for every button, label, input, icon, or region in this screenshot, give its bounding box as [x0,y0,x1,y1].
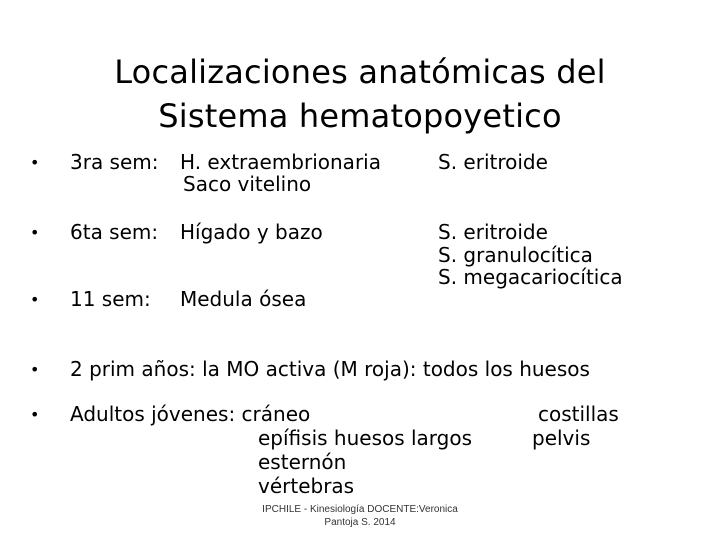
bone-pelvis: pelvis [532,426,591,450]
slide-title-line-1: Localizaciones anatómicas del [114,53,606,91]
series-3ra-sem: S. eritroide [438,150,548,174]
bone-vertebras: vértebras [258,474,355,498]
bone-epifisis: epífisis huesos largos [258,426,473,450]
site-3ra-sem-line-2: Saco vitelino [183,172,312,196]
text-2-prim-anos: 2 prim años: la MO activa (M roja): todos los huesos [70,357,590,381]
bullet-3ra-sem: • [30,153,40,172]
bullet-11-sem: • [30,290,40,309]
label-11-sem: 11 sem: [70,287,151,311]
bone-esternon: esternón [258,450,347,474]
bone-costillas: costillas [538,402,619,426]
bullet-adultos-jovenes: • [30,405,40,424]
site-11-sem: Medula ósea [180,287,307,311]
label-6ta-sem: 6ta sem: [70,220,159,244]
series-6ta-sem-line-3: S. megacariocítica [438,265,623,289]
footer-line-1: IPCHILE - Kinesiología DOCENTE:Veronica [262,504,458,515]
bullet-2-prim-anos: • [30,360,40,379]
label-3ra-sem: 3ra sem: [70,150,159,174]
series-6ta-sem-line-1: S. eritroide [438,220,548,244]
site-3ra-sem-line-1: H. extraembrionaria [180,150,381,174]
site-6ta-sem: Hígado y bazo [180,220,323,244]
series-6ta-sem-line-2: S. granulocítica [438,243,593,267]
slide-title-line-2: Sistema hematopoyetico [158,97,562,135]
bullet-6ta-sem: • [30,223,40,242]
footer-line-2: Pantoja S. 2014 [324,517,396,528]
label-adultos-jovenes: Adultos jóvenes: cráneo [70,402,311,426]
